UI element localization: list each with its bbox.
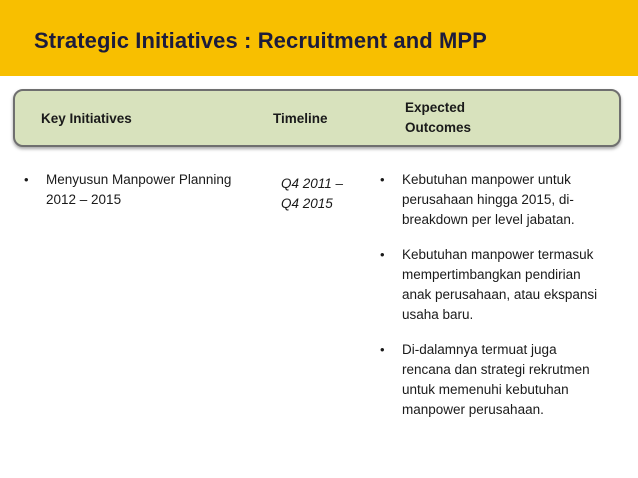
key-initiatives-column — [24, 170, 264, 210]
header-expected-outcomes-line1: Expected — [405, 100, 466, 115]
expected-outcomes-column — [380, 170, 600, 435]
outcome-text: Kebutuhan manpower untuk perusahaan hingga 2015, di-breakdown per level jabatan. — [402, 172, 575, 227]
slide-title: Strategic Initiatives : Recruitment and MPP — [34, 28, 487, 53]
timeline-value: Q4 2011 – Q4 2015 — [281, 176, 344, 211]
header-expected-outcomes-line2: Outcomes — [405, 120, 472, 135]
header-key-initiatives: Key Initiatives — [41, 111, 132, 126]
key-initiative-item — [24, 170, 264, 210]
outcome-text: Di-dalamnya termuat juga rencana dan strategi rekrutmen untuk memenuhi kebutuhan manpower perusahaan. — [402, 342, 590, 417]
outcome-item — [380, 245, 600, 325]
key-initiative-text: Menyusun Manpower Planning 2012 – 2015 — [46, 172, 232, 207]
header-expected-outcomes — [405, 98, 505, 138]
header-timeline: Timeline — [273, 111, 328, 126]
bullet-icon: • — [380, 172, 385, 187]
outcome-item — [380, 340, 600, 420]
bullet-icon: • — [380, 342, 385, 357]
bullet-icon: • — [24, 172, 29, 187]
outcome-text: Kebutuhan manpower termasuk mempertimbangkan pendirian anak perusahaan, atau ekspansi usaha baru. — [402, 247, 598, 322]
bullet-icon: • — [380, 247, 385, 262]
outcome-item — [380, 170, 600, 230]
